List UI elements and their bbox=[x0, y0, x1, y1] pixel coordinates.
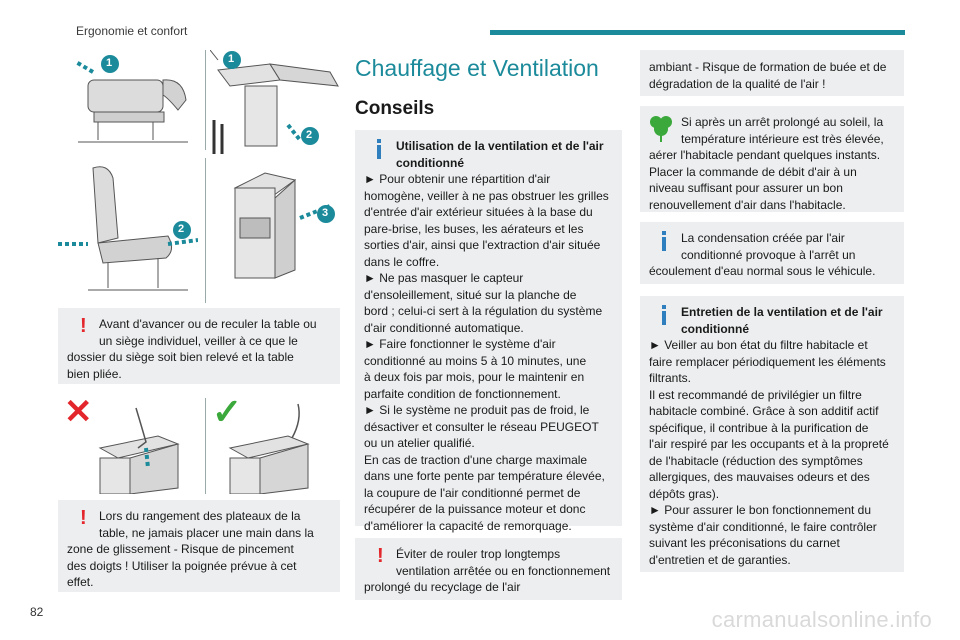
middle-column bbox=[355, 50, 622, 600]
figure-seat-recline bbox=[58, 158, 198, 298]
figure-seat-slide bbox=[58, 50, 198, 150]
info-line: ► Pour obtenir une répartition d'air bbox=[364, 172, 551, 186]
warning-line: zone de glissement - Risque de pincement bbox=[67, 542, 294, 556]
info-line: suivant les préconisations du carnet bbox=[649, 536, 840, 550]
warning-line: des doigts ! Utiliser la poignée prévue à cet bbox=[67, 558, 297, 573]
info-line: système d'air conditionné, le faire contrôler bbox=[649, 519, 877, 534]
warning-icon: ! bbox=[377, 545, 384, 567]
info-line: faire remplacer périodiquement les éléments bbox=[649, 354, 886, 369]
warning-box-ventilation bbox=[355, 538, 622, 600]
eco-line: Placer la commande de débit d'air à un bbox=[649, 164, 857, 179]
warning-line: dossier du siège soit bien relevé et la table bbox=[67, 350, 294, 364]
subsection-heading: Conseils bbox=[355, 98, 435, 119]
info-line: d'air conditionné automatique. bbox=[364, 320, 524, 335]
info-line: habitacle combiné. Grâce à son additif actif bbox=[649, 404, 879, 418]
left-column bbox=[58, 50, 340, 592]
eco-line: aérer l'habitacle pendant quelques instants. bbox=[649, 148, 881, 162]
cross-icon: ✕ bbox=[64, 393, 93, 431]
warning-icon: ! bbox=[80, 315, 87, 337]
check-icon: ✓ bbox=[212, 391, 243, 432]
info-line: parfaite condition de fonctionnement. bbox=[364, 386, 561, 401]
eco-leaf-icon bbox=[648, 114, 674, 147]
page-number: 82 bbox=[30, 605, 44, 619]
warning-line: bien pliée. bbox=[67, 366, 122, 381]
info-icon bbox=[662, 231, 666, 251]
info-line: ► Veiller au bon état du filtre habitacle et bbox=[649, 338, 868, 352]
warning-line: prolongé du recyclage de l'air bbox=[364, 580, 521, 594]
right-column bbox=[640, 50, 904, 572]
info-line: d'ensoleillement, situé sur la planche de bbox=[364, 287, 577, 302]
figure-wrong-handling bbox=[58, 393, 198, 494]
eco-line: niveau suffisant pour assurer un bon bbox=[649, 181, 843, 195]
warning-box-continued bbox=[640, 50, 904, 96]
table-handling-figures bbox=[58, 391, 340, 494]
warning-line: effet. bbox=[67, 575, 94, 589]
seat-table-figures bbox=[58, 50, 340, 302]
info-icon bbox=[377, 139, 381, 159]
figure-divider bbox=[205, 50, 206, 150]
info-title: Entretien de la ventilation et de l'air bbox=[681, 305, 883, 319]
callout-1b: 1 bbox=[228, 53, 235, 65]
info-line: d'améliorer la capacité de remorquage. bbox=[364, 518, 572, 533]
info-line: désactiver et consulter le réseau PEUGEOT bbox=[364, 419, 599, 434]
section-heading: Chauffage et Ventilation bbox=[355, 55, 599, 81]
info-line: filtrants. bbox=[649, 371, 692, 385]
info-line: dans le coffre. bbox=[364, 254, 440, 269]
info-line: sorties d'air, ainsi que l'extraction d'air située bbox=[364, 238, 601, 252]
info-line: l'air respiré par les occupants et à la propreté bbox=[649, 437, 889, 451]
info-line: ► Pour assurer le bon fonctionnement du bbox=[649, 503, 872, 517]
warning-line: ambiant - Risque de formation de buée et de bbox=[649, 60, 887, 74]
info-line: dans une forte pente par température élevée, bbox=[364, 469, 605, 483]
warning-box-table bbox=[58, 500, 340, 592]
info-line: pare-brise, les buses, les aérateurs et les bbox=[364, 221, 584, 236]
info-line: d'entretien et de garanties. bbox=[649, 552, 791, 567]
info-line: bord ; celui-ci sert à la régulation du système bbox=[364, 304, 603, 318]
eco-line: Si après un arrêt prolongé au soleil, la bbox=[681, 115, 884, 129]
info-line: homogène, veiller à ne pas obstruer les grilles bbox=[364, 188, 609, 203]
callout-2a: 2 bbox=[306, 129, 313, 141]
watermark: carmanualsonline.info bbox=[711, 607, 932, 632]
info-line: la coupure de l'air conditionné permet de bbox=[364, 485, 581, 500]
info-line: ou un atelier qualifié. bbox=[364, 436, 475, 450]
figure-table-fold bbox=[210, 50, 340, 154]
warning-line: Avant d'avancer ou de reculer la table ou bbox=[99, 317, 317, 331]
info-line: récupérer de la puissance moteur et donc bbox=[364, 502, 586, 516]
info-line: de l'habitacle (réduction des symptômes bbox=[649, 453, 863, 468]
header-title: Ergonomie et confort bbox=[76, 24, 188, 38]
info-box-maintenance bbox=[640, 296, 904, 572]
info-line: En cas de traction d'une charge maximale bbox=[364, 452, 588, 467]
info-line: écoulement d'eau normal sous le véhicule. bbox=[649, 264, 876, 278]
warning-line: ventilation arrêtée ou en fonctionnement bbox=[396, 563, 611, 578]
warning-line: table, ne jamais placer une main dans la bbox=[99, 525, 314, 540]
info-line: d'entrée d'air extérieur situées à la base du bbox=[364, 205, 593, 219]
info-line: allergiques, des mauvaises odeurs et des bbox=[649, 470, 870, 484]
info-icon bbox=[662, 305, 666, 325]
info-body bbox=[364, 171, 613, 534]
warning-box-seat bbox=[58, 308, 340, 384]
warning-line: un siège individuel, veiller à ce que le bbox=[99, 333, 298, 348]
figure-divider bbox=[205, 158, 206, 303]
figure-console-drawer bbox=[210, 158, 340, 298]
callout-3: 3 bbox=[322, 207, 329, 219]
header-accent-bar bbox=[490, 30, 905, 35]
figure-divider bbox=[205, 398, 206, 494]
callout-2b: 2 bbox=[178, 223, 185, 235]
info-line: conditionné provoque à l'arrêt un bbox=[681, 247, 856, 262]
info-line: ► Ne pas masquer le capteur bbox=[364, 271, 524, 285]
warning-line: Éviter de rouler trop longtemps bbox=[396, 547, 561, 561]
info-line: La condensation créée par l'air bbox=[681, 231, 845, 245]
figure-right-handling bbox=[210, 391, 340, 494]
info-line: à deux fois par mois, pour le maintenir en bbox=[364, 370, 585, 384]
eco-box-sun bbox=[640, 106, 904, 212]
info-title: conditionné bbox=[396, 155, 464, 170]
info-title: Utilisation de la ventilation et de l'air bbox=[396, 139, 604, 153]
warning-line: dégradation de la qualité de l'air ! bbox=[649, 76, 826, 91]
callout-1a: 1 bbox=[106, 57, 113, 69]
info-line: ► Si le système ne produit pas de froid, le bbox=[364, 403, 590, 417]
info-line: ► Faire fonctionner le système d'air bbox=[364, 337, 556, 351]
info-line: dépôts gras). bbox=[649, 486, 720, 501]
info-line: Il est recommandé de privilégier un filtre bbox=[649, 387, 862, 402]
warning-line: Lors du rangement des plateaux de la bbox=[99, 509, 301, 523]
info-line: conditionné au moins 5 à 10 minutes, une bbox=[364, 353, 587, 368]
info-title: conditionné bbox=[681, 321, 749, 336]
info-box-ventilation-use bbox=[355, 130, 622, 533]
eco-line: renouvellement d'air dans l'habitacle. bbox=[649, 197, 846, 212]
warning-icon: ! bbox=[80, 507, 87, 529]
eco-line: température intérieure est très élevée, bbox=[681, 131, 884, 146]
info-line: spécifique, il contribue à la purification de bbox=[649, 420, 869, 435]
info-box-condensation bbox=[640, 222, 904, 284]
